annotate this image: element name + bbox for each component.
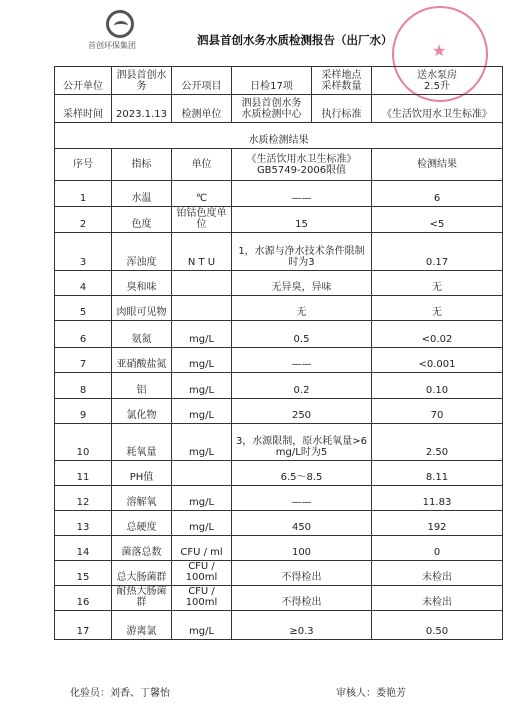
table-cell: 0.2 [232,373,372,399]
table-cell: 溶解氧 [112,486,172,511]
table-cell: 8.11 [372,461,503,486]
table-cell: 0.10 [372,373,503,399]
table-cell: 100 [232,536,372,561]
inspectors-signature: 化验员：刘香、丁馨怡 [70,688,170,699]
table-cell: 17 [55,611,112,640]
table-row [55,511,503,536]
header-cell: 公开单位 [55,67,112,95]
section-title: 水质检测结果 [55,123,503,149]
table-cell: 无 [232,296,372,321]
company-logo [88,10,158,50]
table-cell [172,296,232,321]
table-row [55,399,503,424]
table-cell: 不得检出 [232,561,372,586]
table-cell: 13 [55,511,112,536]
table-cell: 0.50 [372,611,503,640]
column-header: 《生活饮用水卫生标准》 GB5749-2006限值 [232,149,372,181]
header-cell: 《生活饮用水卫生标准》 [372,95,503,123]
table-cell: 70 [372,399,503,424]
table-cell: 8 [55,373,112,399]
table-cell: mg/L [172,399,232,424]
header-cell: 采样地点 采样数量 [312,67,372,95]
header-cell: 泗县首创水务 水质检测中心 [232,95,312,123]
table-cell: mg/L [172,373,232,399]
table-cell: 无异臭，异味 [232,271,372,296]
table-cell: 2 [55,207,112,233]
table-cell: 14 [55,536,112,561]
table-cell [172,271,232,296]
column-header: 单位 [172,149,232,181]
table-cell: 肉眼可见物 [112,296,172,321]
table-cell: 16 [55,586,112,611]
table-cell: 6 [372,181,503,207]
table-cell: 1，水源与净水技术条件限制 时为3 [232,233,372,271]
table-cell: 总硬度 [112,511,172,536]
table-cell: 15 [55,561,112,586]
table-cell: 铂钴色度单位 [172,207,232,233]
table-cell: 9 [55,399,112,424]
table-cell: CFU / 100ml [172,586,232,611]
header-cell: 送水泵房 2.5升 [372,67,503,95]
table-cell: mg/L [172,321,232,348]
report-table [54,66,503,640]
table-row [55,296,503,321]
table-cell: 2.50 [372,424,503,461]
table-cell: 3，水源限制，原水耗氧量>6 mg/L时为5 [232,424,372,461]
table-row [55,271,503,296]
table-cell: 未检出 [372,561,503,586]
table-cell: 0.17 [372,233,503,271]
logo-icon [106,10,134,38]
header-cell: 2023.1.13 [112,95,172,123]
table-cell: <5 [372,207,503,233]
table-row [55,348,503,373]
table-cell: 臭和味 [112,271,172,296]
table-cell: 无 [372,296,503,321]
table-cell: mg/L [172,424,232,461]
table-cell: 7 [55,348,112,373]
header-cell: 泗县首创水务 [112,67,172,95]
table-row [55,611,503,640]
star-icon: ★ [432,41,447,60]
table-cell: 10 [55,424,112,461]
table-cell: 12 [55,486,112,511]
section-row [55,123,503,149]
table-cell: 亚硝酸盐氮 [112,348,172,373]
table-cell: CFU / ml [172,536,232,561]
table-cell: —— [232,181,372,207]
table-cell: PH值 [112,461,172,486]
table-cell: 氯化物 [112,399,172,424]
header-row [55,67,503,95]
table-row [55,486,503,511]
header-cell: 日检17项 [232,67,312,95]
reviewer-signature: 审核人：娄艳芳 [336,688,406,699]
table-row [55,181,503,207]
table-cell: 450 [232,511,372,536]
table-cell: ℃ [172,181,232,207]
table-cell: 15 [232,207,372,233]
table-cell: 0.5 [232,321,372,348]
table-cell: 6.5～8.5 [232,461,372,486]
table-cell: ≥0.3 [232,611,372,640]
column-header: 序号 [55,149,112,181]
table-row [55,561,503,586]
table-row [55,461,503,486]
table-cell: mg/L [172,486,232,511]
table-cell: 水温 [112,181,172,207]
table-row [55,207,503,233]
table-cell: —— [232,348,372,373]
table-cell: 5 [55,296,112,321]
column-header-row [55,149,503,181]
header-cell: 采样时间 [55,95,112,123]
table-cell: mg/L [172,611,232,640]
table-cell: 游离氯 [112,611,172,640]
table-cell: 1 [55,181,112,207]
table-cell: 氨氮 [112,321,172,348]
table-cell: 未检出 [372,586,503,611]
table-cell: 色度 [112,207,172,233]
table-cell: CFU / 100ml [172,561,232,586]
table-cell: <0.001 [372,348,503,373]
header-cell: 执行标准 [312,95,372,123]
table-cell: 3 [55,233,112,271]
table-cell: 菌落总数 [112,536,172,561]
table-cell: 11.83 [372,486,503,511]
table-cell: 无 [372,271,503,296]
table-cell: 总大肠菌群 [112,561,172,586]
table-cell: 耗氧量 [112,424,172,461]
table-cell: N T U [172,233,232,271]
logo-text: 首创环保集团 [88,41,136,50]
table-cell: mg/L [172,348,232,373]
table-cell: 不得检出 [232,586,372,611]
table-cell: 耐热大肠菌群 [112,586,172,611]
table-cell: 4 [55,271,112,296]
table-cell: 0 [372,536,503,561]
table-row [55,321,503,348]
table-cell: 6 [55,321,112,348]
table-row [55,424,503,461]
table-row [55,233,503,271]
table-cell: 250 [232,399,372,424]
table-cell: <0.02 [372,321,503,348]
table-cell: 铝 [112,373,172,399]
document-title: 泗县首创水务水质检测报告（出厂水） [197,33,393,47]
table-cell: 浑浊度 [112,233,172,271]
table-cell: —— [232,486,372,511]
column-header: 指标 [112,149,172,181]
table-cell: mg/L [172,511,232,536]
table-cell: 192 [372,511,503,536]
table-row [55,536,503,561]
column-header: 检测结果 [372,149,503,181]
table-cell [172,461,232,486]
table-cell: 11 [55,461,112,486]
header-cell: 检测单位 [172,95,232,123]
table-row [55,373,503,399]
table-row [55,586,503,611]
header-cell: 公开项目 [172,67,232,95]
header-row [55,95,503,123]
